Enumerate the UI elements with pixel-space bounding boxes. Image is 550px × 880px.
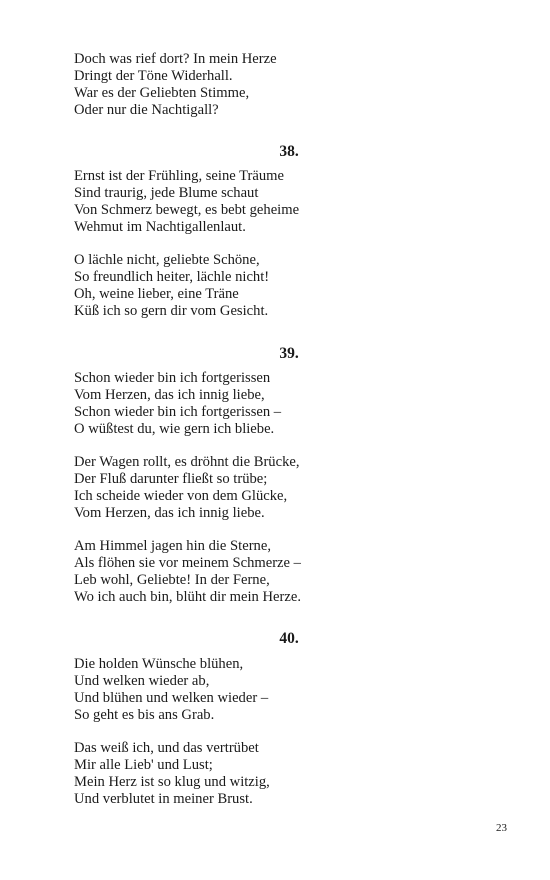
verse-line: Oh, weine lieber, eine Träne <box>74 285 239 302</box>
poem-40-stanza-2 <box>74 740 494 808</box>
verse-line: Vom Herzen, das ich innig liebe, <box>74 386 265 403</box>
verse-line: Und blühen und welken wieder – <box>74 689 269 706</box>
poem-39-stanza-3 <box>74 538 494 606</box>
verse-line: Als flöhen sie vor meinem Schmerze – <box>74 554 301 571</box>
poem-38-stanza-2 <box>74 252 494 320</box>
verse-line: Ich scheide wieder von dem Glücke, <box>74 487 288 504</box>
verse-line: Ernst ist der Frühling, seine Träume <box>74 168 284 184</box>
verse-line: Schon wieder bin ich fortgerissen – <box>74 403 282 420</box>
verse-line: Mein Herz ist so klug und witzig, <box>74 773 270 790</box>
poem-38-stanza-1 <box>74 168 494 236</box>
verse-line: Die holden Wünsche blühen, <box>74 656 244 672</box>
page-number: 23 <box>496 822 507 834</box>
verse-line: Schon wieder bin ich fortgerissen <box>74 370 271 386</box>
poem-39-stanza-2 <box>74 454 494 522</box>
verse-line: Leb wohl, Geliebte! In der Ferne, <box>74 571 270 588</box>
verse-line: Mir alle Lieb' und Lust; <box>74 756 213 773</box>
poem-40-stanza-1 <box>74 656 494 724</box>
verse-line: Dringt der Töne Widerhall. <box>74 67 233 84</box>
verse-line: Sind traurig, jede Blume schaut <box>74 184 259 201</box>
verse-line: O wüßtest du, wie gern ich bliebe. <box>74 420 275 437</box>
verse-line: Der Fluß darunter fließt so trübe; <box>74 470 268 487</box>
poem-number-38: 38. <box>279 143 299 160</box>
poem-number-40: 40. <box>279 630 299 647</box>
verse-line: Wo ich auch bin, blüht dir mein Herze. <box>74 588 301 605</box>
poem-number-39: 39. <box>279 345 299 362</box>
verse-line: Vom Herzen, das ich innig liebe. <box>74 504 265 521</box>
verse-line: Wehmut im Nachtigallenlaut. <box>74 218 246 235</box>
verse-line: Doch was rief dort? In mein Herze <box>74 51 277 67</box>
verse-line: Und verblutet in meiner Brust. <box>74 790 253 807</box>
verse-line: Von Schmerz bewegt, es bebt geheime <box>74 201 300 218</box>
verse-line: Der Wagen rollt, es dröhnt die Brücke, <box>74 454 300 470</box>
poem-39-stanza-1 <box>74 370 494 438</box>
stanza-intro <box>74 51 494 119</box>
verse-line: So geht es bis ans Grab. <box>74 706 215 723</box>
verse-line: Küß ich so gern dir vom Gesicht. <box>74 302 269 319</box>
verse-line: Das weiß ich, und das vertrübet <box>74 740 259 756</box>
verse-line: Oder nur die Nachtigall? <box>74 101 219 118</box>
verse-line: So freundlich heiter, lächle nicht! <box>74 268 270 285</box>
verse-line: War es der Geliebten Stimme, <box>74 84 250 101</box>
verse-line: Am Himmel jagen hin die Sterne, <box>74 538 271 554</box>
verse-line: O lächle nicht, geliebte Schöne, <box>74 252 260 268</box>
verse-line: Und welken wieder ab, <box>74 672 210 689</box>
